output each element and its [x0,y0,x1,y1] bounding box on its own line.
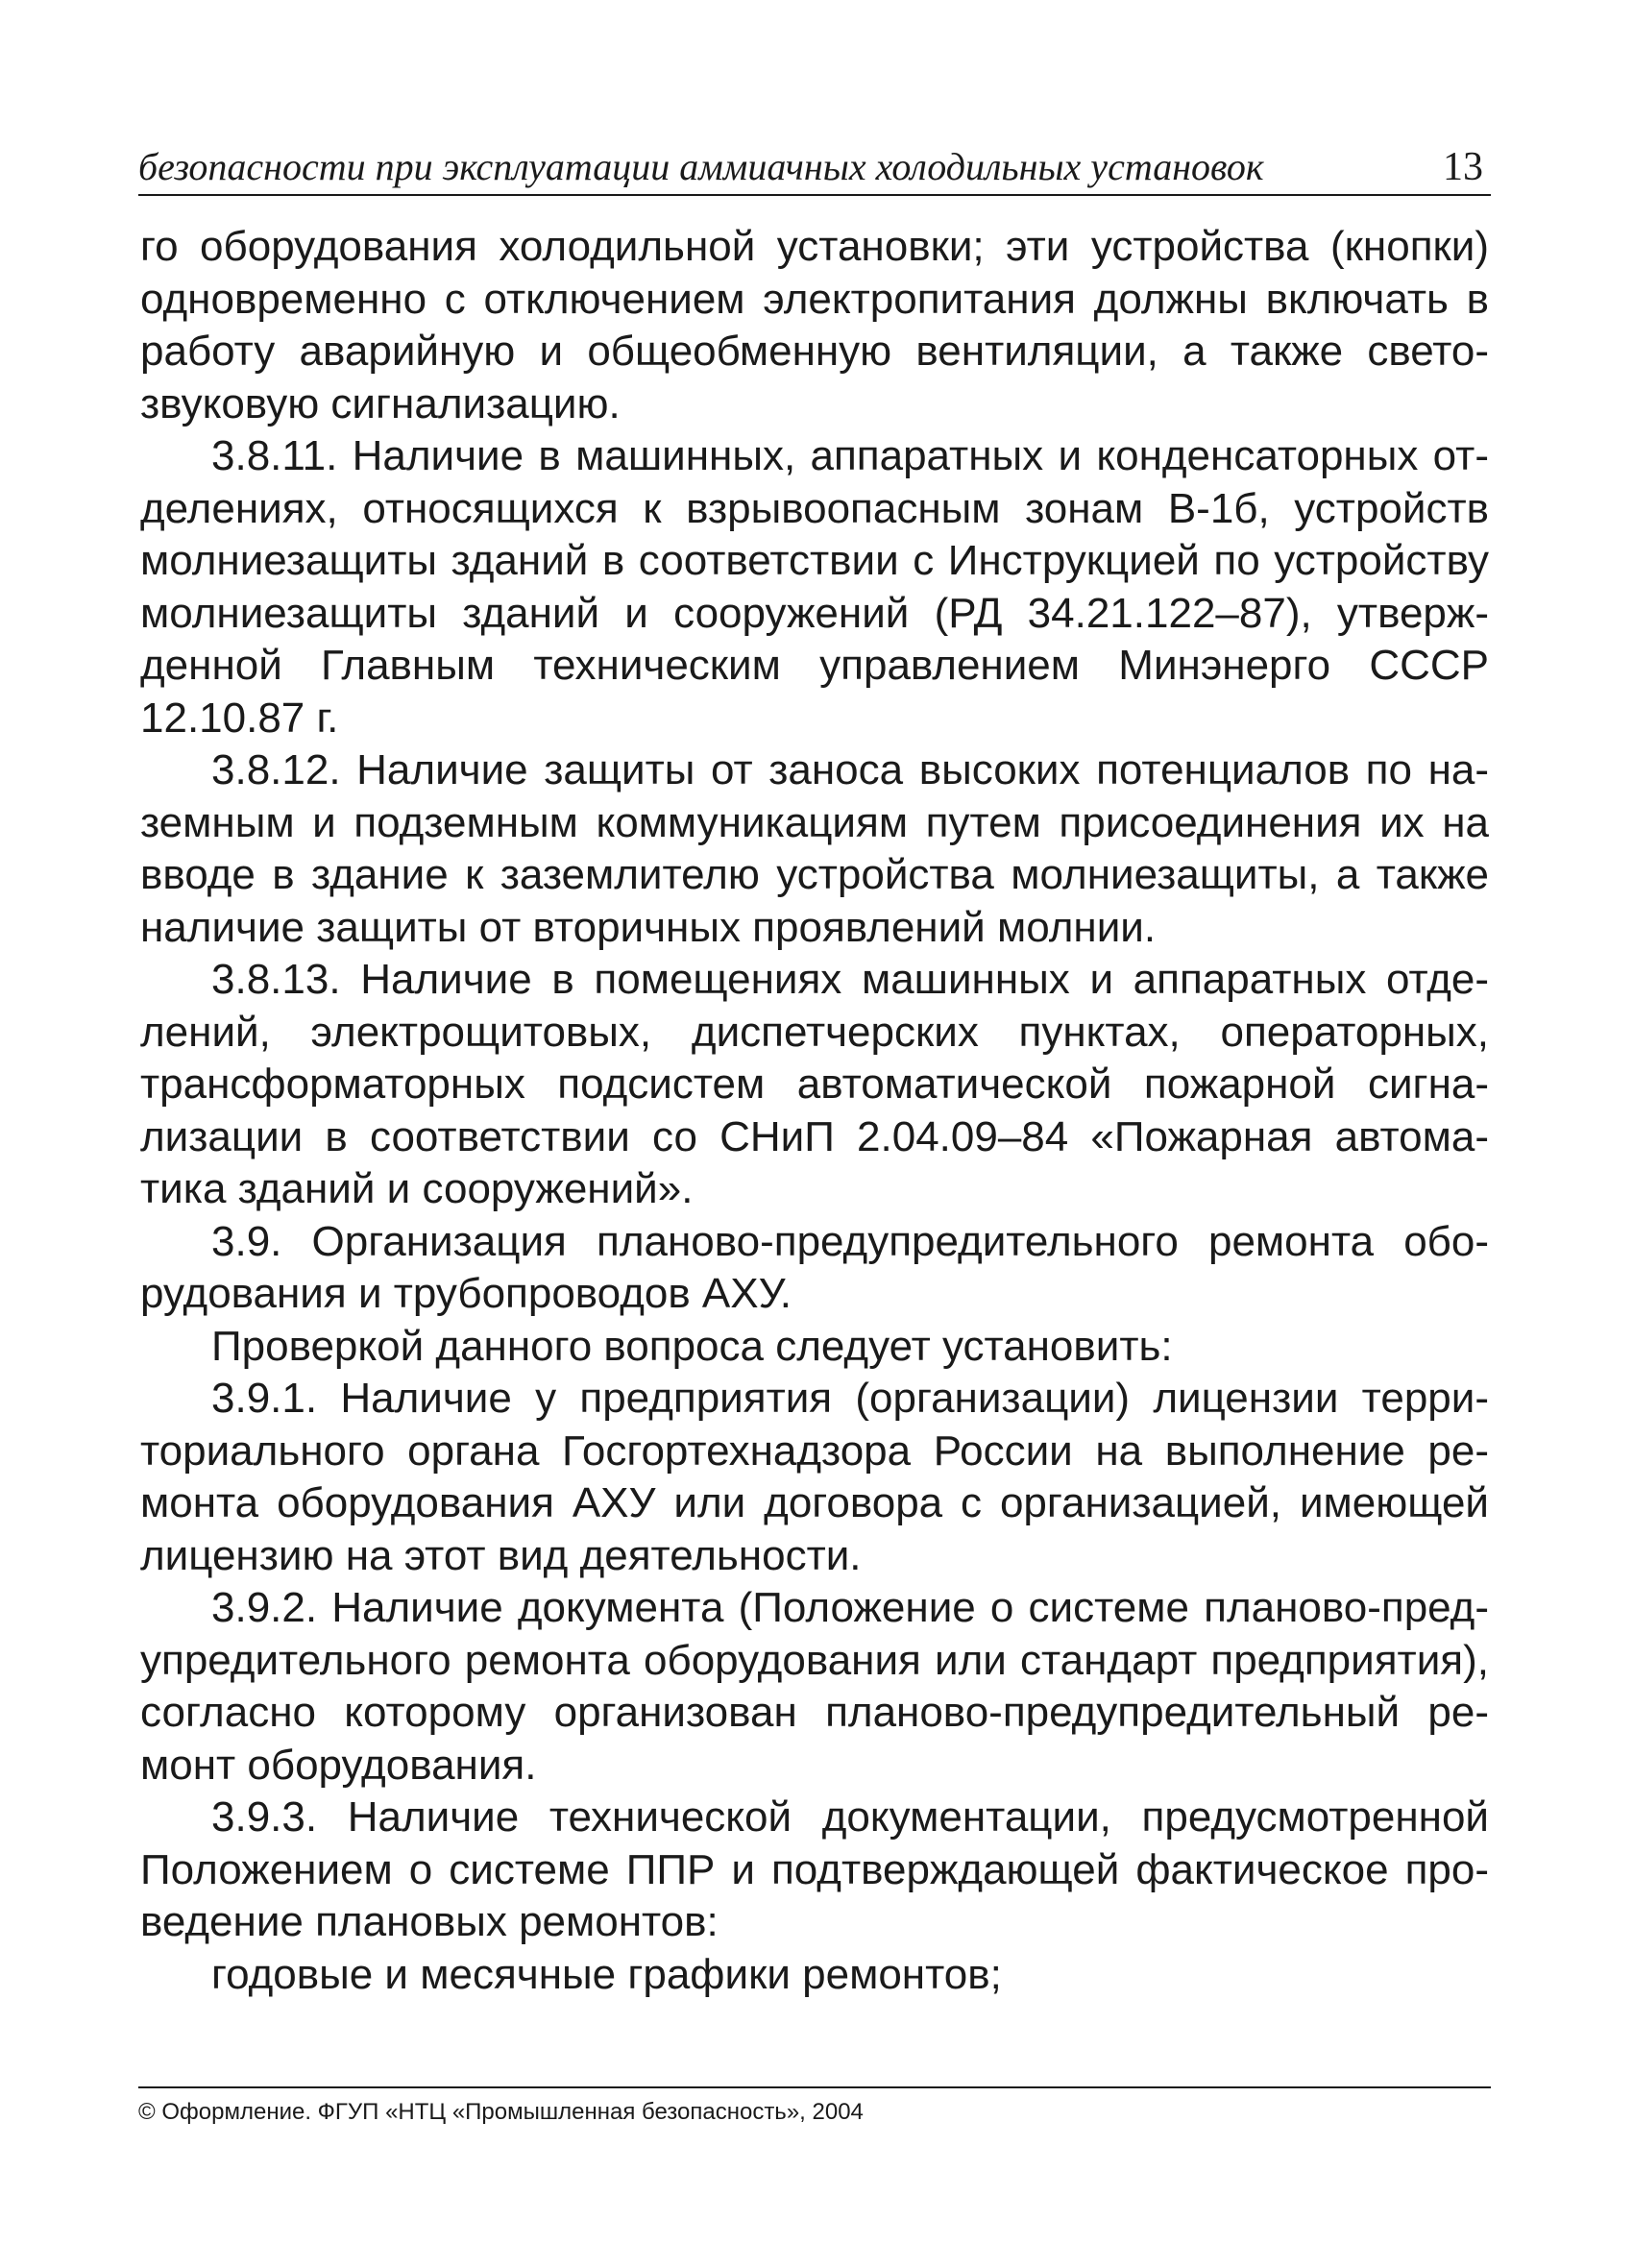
paragraph-list-item: годовые и месячные графики ремонтов; [211,1950,1002,1998]
paragraph-continuation: го оборудования холодильной установки; эти устройства (кнопки) одновременно с отключением электропитания должны включать в работу аварийную и общеобменную вентиляции, а также свето-звуковую сигнализацию. [140,223,1489,427]
page-footer [138,2086,1491,2127]
page-number: 13 [1443,145,1483,189]
paragraph-3-8-11: 3.8.11. Наличие в машинных, аппаратных и конденсаторных от-делениях, относящихся к взрывоопасным зонам В-1б, устройств молниезащиты зданий в соответствии с Инструкцией по устройству молниезащиты зданий и сооружений (РД 34.21.122–87), утверж-денной Главным техническим управлением Минэнерго СССР 12.10.87 г. [140,432,1489,742]
paragraph-3-9-2: 3.9.2. Наличие документа (Положение о системе планово-пред-упредительного ремонта оборудования или стандарт предприятия), согласно которому организован планово-предупредительный ре-монт оборудования. [140,1584,1489,1789]
running-header [138,133,1491,196]
paragraph-3-9-3: 3.9.3. Наличие технической документации, предусмотренной Положением о системе ППР и подтверждающей фактическое про-ведение плановых ремонтов: [140,1793,1489,1945]
paragraph-3-9-1: 3.9.1. Наличие у предприятия (организации) лицензии терри-ториального органа Госгортехнадзора России на выполнение ре-монта оборудования АХУ или договора с организацией, имеющей лицензию на этот вид деятельности. [140,1375,1489,1579]
paragraph-3-8-12: 3.8.12. Наличие защиты от заноса высоких потенциалов по на-земным и подземным коммуникациям путем присоединения их на вводе в здание к заземлителю устройства молниезащиты, а также наличие защиты от вторичных проявлений молнии. [140,746,1489,951]
page-body [140,221,1489,2001]
copyright-notice: © Оформление. ФГУП «НТЦ «Промышленная безопасность», 2004 [138,2099,864,2125]
paragraph-3-9: 3.9. Организация планово-предупредительного ремонта обо-рудования и трубопроводов АХУ. [140,1217,1489,1317]
paragraph-verification-intro: Проверкой данного вопроса следует установить: [211,1322,1173,1370]
running-header-title: безопасности при эксплуатации аммиачных холодильных установок [138,145,1264,188]
paragraph-3-8-13: 3.8.13. Наличие в помещениях машинных и аппаратных отде-лений, электрощитовых, диспетчерских пунктах, операторных, трансформаторных подсистем автоматической пожарной сигна-лизации в соответствии со СНиП 2.04.09–84 «Пожарная автома-тика зданий и сооружений». [140,956,1489,1212]
